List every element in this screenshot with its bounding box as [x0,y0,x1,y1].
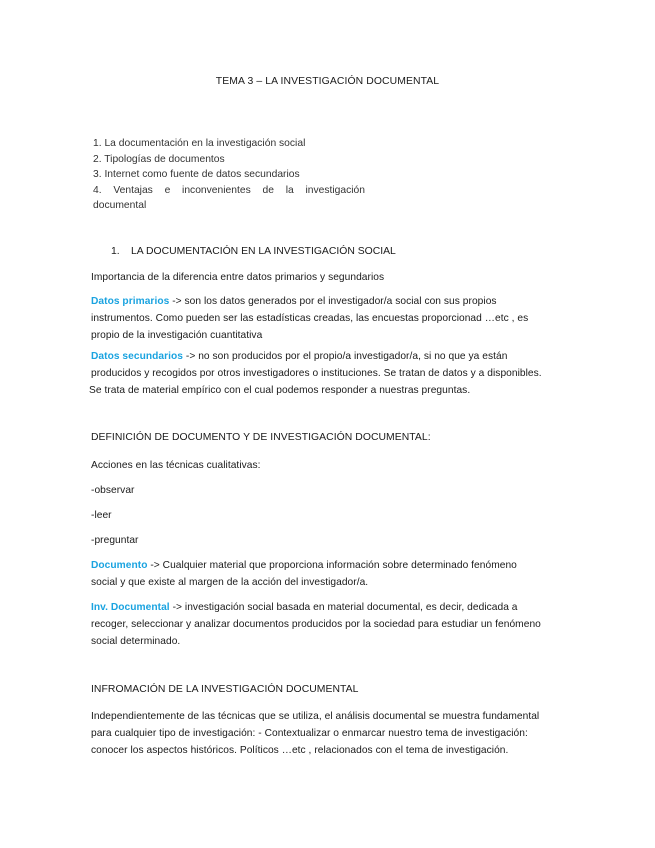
datos-primarios-line: propio de la investigación cuantitativa [91,330,263,341]
toc-item-4-word: 4. [93,184,102,196]
inv-documental-line: social determinado. [91,636,181,647]
inv-documental-term: Inv. Documental [91,602,170,613]
acciones-text: Acciones en las técnicas cualitativas: [91,460,261,471]
toc-item-4-continuation: documental [93,200,147,212]
datos-secundarios-line: Se trata de material empírico con el cual podemos responder a nuestras preguntas. [89,385,471,396]
section-3-line: conocer los aspectos históricos. Políticos …etc , relacionados con el tema de investigación. [91,745,509,756]
toc-item-4-word: inconvenientes [182,184,251,196]
toc-item-4 [93,183,365,199]
toc-item-4-word: e [164,184,171,196]
section-3-paragraph [91,708,566,759]
toc-item-4-word: de [262,184,274,196]
datos-secundarios-term: Datos secundarios [91,351,184,362]
table-of-contents [93,136,365,214]
datos-secundarios-paragraph [91,348,566,399]
toc-item-2: 2. Tipologías de documentos [93,153,225,165]
datos-primarios-term: Datos primarios [91,296,170,307]
documento-term: Documento [91,560,148,571]
section-3-heading: INFROMACIÓN DE LA INVESTIGACIÓN DOCUMENTAL [91,684,359,695]
inv-documental-line: recoger, seleccionar y analizar documentos producidos por la sociedad para estudiar un fenómeno [91,619,541,630]
toc-item-4-word: Ventajas [113,184,153,196]
inv-documental-paragraph [91,599,566,650]
datos-secundarios-text: -> no son producidos por el propio/a investigador/a, si no que ya están [183,351,508,362]
accion-preguntar: -preguntar [91,535,139,546]
toc-item-3: 3. Internet como fuente de datos secundarios [93,169,300,181]
accion-observar: -observar [91,485,135,496]
documento-text: -> Cualquier material que proporciona información sobre determinado fenómeno [147,560,517,571]
section-1-number: 1. [111,246,120,257]
datos-secundarios-line: producidos y recogidos por otros investigadores o instituciones. Se tratan de datos y a disponibles. [91,368,542,379]
section-1-heading-text: LA DOCUMENTACIÓN EN LA INVESTIGACIÓN SOCIAL [131,246,396,257]
datos-primarios-line: instrumentos. Como pueden ser las estadísticas creadas, las encuestas proporcionad …etc , es [91,313,529,324]
toc-item-4-word: investigación [305,184,365,196]
datos-primarios-paragraph [91,293,566,344]
datos-primarios-text: -> son los datos generados por el investigador/a social con sus propios [169,296,497,307]
section-1-heading [111,246,396,257]
toc-item-4-word: la [285,184,294,196]
documento-line: social y que existe al margen de la acción del investigador/a. [91,577,369,588]
inv-documental-text: -> investigación social basada en material documental, es decir, dedicada a [169,602,518,613]
section-1-intro: Importancia de la diferencia entre datos primarios y segundarios [91,272,385,283]
documento-paragraph [91,557,566,591]
accion-leer: -leer [91,510,112,521]
section-3-line: Independientemente de las técnicas que se utiliza, el análisis documental se muestra fundamental [91,711,540,722]
document-title: TEMA 3 – LA INVESTIGACIÓN DOCUMENTAL [215,76,440,87]
toc-item-1: 1. La documentación en la investigación social [93,138,306,149]
section-3-line: para cualquier tipo de investigación: - Contextualizar o enmarcar nuestro tema de investigación: [91,728,528,739]
section-2-heading: DEFINICIÓN DE DOCUMENTO Y DE INVESTIGACIÓN DOCUMENTAL: [91,432,431,443]
